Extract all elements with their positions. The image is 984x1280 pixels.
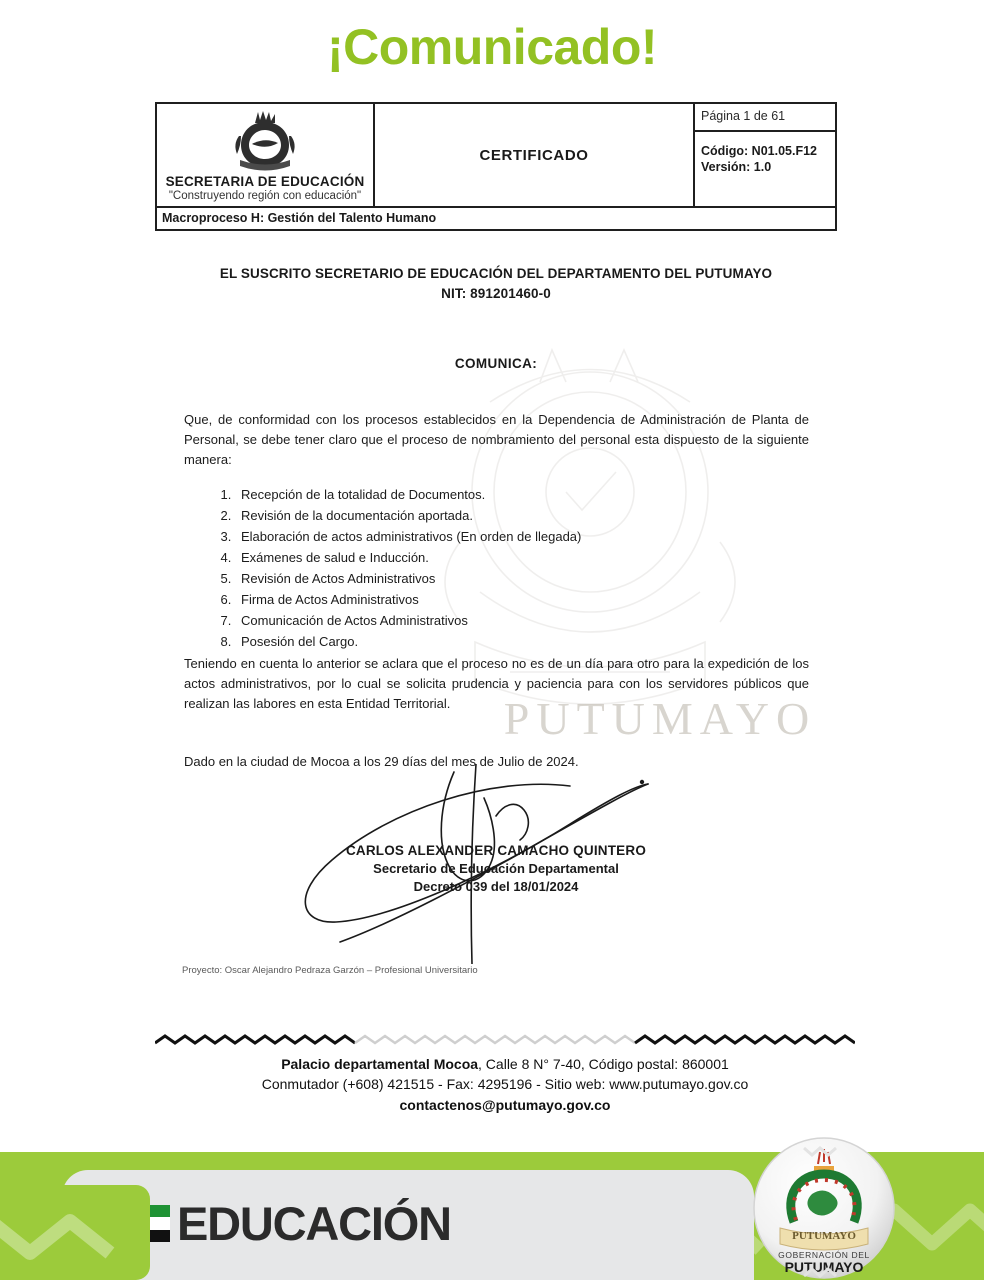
page-headline: ¡Comunicado!: [326, 19, 658, 75]
document-footer: [155, 1054, 855, 1115]
footer-palace-name: Palacio departamental Mocoa: [281, 1056, 479, 1072]
document-header-table: [155, 102, 837, 231]
version-label: Versión: 1.0: [701, 159, 772, 174]
footer-address-line: [155, 1054, 855, 1074]
footer-contact-line: Conmutador (+608) 421515 - Fax: 4295196 - Sitio web: www.putumayo.gov.co: [261, 1076, 749, 1093]
educacion-wordmark: EDUCACIÓN: [177, 1197, 451, 1250]
paragraph-place-date: Dado en la ciudad de Mocoa a los 29 días del mes de Julio de 2024.: [184, 754, 579, 769]
secretaria-crest-icon: [228, 110, 302, 172]
entity-name: SECRETARIA DE EDUCACIÓN: [165, 174, 365, 189]
comunica-heading: COMUNICA:: [454, 356, 538, 371]
signatory-role: Secretario de Educación Departamental: [373, 861, 619, 877]
zigzag-divider: [155, 1032, 855, 1048]
scanned-document-sheet: [120, 92, 864, 1127]
green-chevron-tab: [0, 1185, 150, 1280]
header-cell-meta: [695, 104, 835, 206]
list-item: 4. Exámenes de salud e Inducción.: [235, 547, 815, 568]
signature-block: [155, 842, 837, 895]
document-title-line-1: EL SUSCRITO SECRETARIO DE EDUCACIÓN DEL DEPARTAMENTO DEL PUTUMAYO: [219, 266, 773, 281]
list-item: 3. Elaboración de actos administrativos (En orden de llegada): [235, 526, 815, 547]
code-version-cell: [695, 132, 835, 206]
gobernacion-putumayo-seal: [752, 1136, 896, 1280]
footer-address-rest: , Calle 8 N° 7-40, Código postal: 860001: [478, 1056, 729, 1072]
signatory-name: CARLOS ALEXANDER CAMACHO QUINTERO: [345, 843, 647, 858]
signatory-decree: Decreto 039 del 18/01/2024: [413, 878, 579, 894]
educacion-logo: [150, 1196, 451, 1251]
header-table-main-row: [157, 104, 835, 206]
macroprocess-label: Macroproceso H: Gestión del Talento Humano: [157, 206, 835, 229]
seal-ribbon-text: PUTUMAYO: [792, 1230, 856, 1242]
header-cell-entity: [157, 104, 375, 206]
list-item: 2. Revisión de la documentación aportada.: [235, 505, 815, 526]
document-title: [155, 264, 837, 303]
header-cell-doctype: [375, 104, 695, 206]
seal-bottom-text: PUTUMAYO: [784, 1259, 864, 1275]
document-type-label: CERTIFICADO: [479, 146, 589, 164]
entity-slogan: "Construyendo región con educación": [168, 190, 362, 202]
list-item: 5. Revisión de Actos Administrativos: [235, 568, 815, 589]
list-item: 6. Firma de Actos Administrativos: [235, 589, 815, 610]
paragraph-notice: Teniendo en cuenta lo anterior se aclara que el proceso no es de un día para otro para la expedición de los actos administrativos, por lo cual se solicita prudencia y paciencia para con los servidores públicos que realizan las labores en esta Entidad Territorial.: [184, 656, 809, 712]
seal-top-text: GOBERNACIÓN DEL: [778, 1250, 870, 1260]
process-steps-list: [205, 484, 815, 652]
flag-icon: [150, 1205, 170, 1243]
document-nit-line: NIT: 891201460-0: [441, 285, 551, 301]
list-item: 7. Comunicación de Actos Administrativos: [235, 610, 815, 631]
projected-by-line: Proyecto: Oscar Alejandro Pedraza Garzón – Profesional Universitario: [182, 965, 478, 976]
list-item: 8. Posesión del Cargo.: [235, 631, 815, 652]
footer-email: contactenos@putumayo.gov.co: [399, 1096, 611, 1113]
list-item: 1. Recepción de la totalidad de Documentos.: [235, 484, 815, 505]
page-number-label: Página 1 de 61: [695, 104, 835, 132]
tab-chevron-icon: [0, 1185, 150, 1280]
code-label: Código: N01.05.F12: [701, 144, 817, 158]
watermark-text: PUTUMAYO: [503, 693, 817, 744]
paragraph-intro: Que, de conformidad con los procesos establecidos en la Dependencia de Administración de Planta de Personal, se debe tener claro que el proceso de nombramiento del personal esta dispuesto de la siguiente manera:: [184, 412, 809, 468]
